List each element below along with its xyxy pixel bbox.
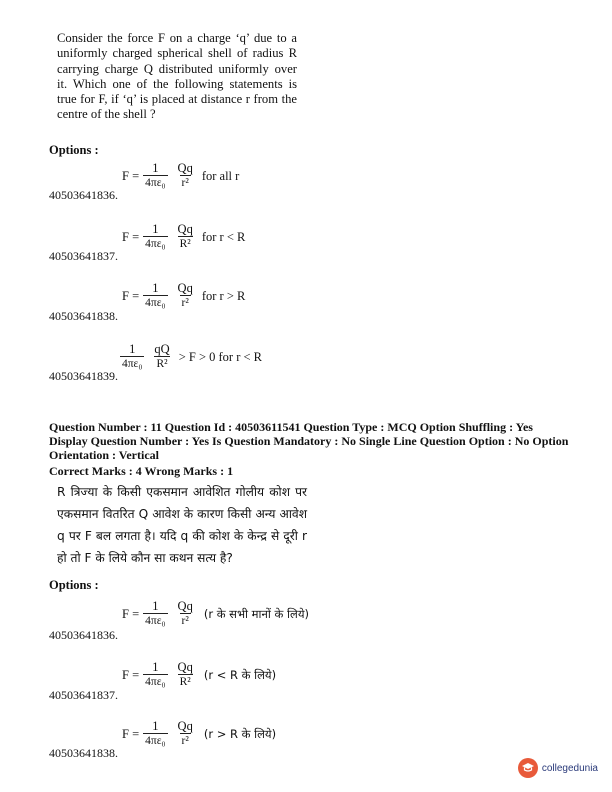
option-condition: (r < R के लिये) bbox=[203, 667, 277, 682]
fraction-denominator: R² bbox=[179, 238, 191, 250]
fraction-denominator: R² bbox=[179, 676, 191, 688]
formula-lhs: F = bbox=[122, 726, 140, 741]
logo-text: collegedunia bbox=[541, 762, 598, 774]
fraction-denominator: R² bbox=[156, 358, 168, 370]
option-formula bbox=[122, 162, 239, 190]
fraction-coefficient bbox=[120, 343, 144, 371]
fraction-charge bbox=[152, 343, 171, 371]
option-id: 40503641837. bbox=[49, 688, 118, 702]
fraction-denominator: 4πε₀ bbox=[145, 177, 166, 189]
option-formula bbox=[122, 600, 309, 628]
question-meta-line: Orientation : Vertical bbox=[49, 448, 159, 462]
fraction-denominator: r² bbox=[181, 615, 189, 627]
options-label-hindi: Options : bbox=[49, 578, 99, 592]
question-text-hindi: R त्रिज्या के किसी एकसमान आवेशित गोलीय कोश पर एकसमान वितरित Q आवेश के कारण किसी अन्य आवेश q पर F बल लगता है। यदि q की कोश के केन्द्र से दूरी r हो तो F के लिये कौन सा कथन सत्य है? bbox=[57, 485, 307, 565]
fraction-numerator: Qq bbox=[177, 222, 193, 236]
formula-lhs: F = bbox=[122, 667, 140, 682]
fraction-charge bbox=[176, 600, 195, 628]
option-condition: for all r bbox=[201, 168, 240, 183]
options-label: Options : bbox=[49, 143, 99, 157]
fraction-denominator: 4πε₀ bbox=[145, 735, 166, 747]
fraction-denominator: 4πε₀ bbox=[145, 297, 166, 309]
fraction-coefficient bbox=[143, 162, 167, 190]
fraction-denominator: r² bbox=[181, 735, 189, 747]
fraction-numerator: Qq bbox=[177, 161, 193, 175]
option-condition: for r < R bbox=[201, 229, 246, 244]
option-condition: (r के सभी मानों के लिये) bbox=[203, 606, 309, 621]
question-meta-line: Question Number : 11 Question Id : 40503611541 Question Type : MCQ Option Shuffling : Yes bbox=[49, 420, 533, 434]
option-formula bbox=[122, 661, 276, 689]
option-formula bbox=[116, 343, 262, 371]
formula-lhs: F = bbox=[122, 168, 140, 183]
fraction-numerator: qQ bbox=[154, 342, 170, 356]
formula-lhs: F = bbox=[122, 606, 140, 621]
graduate-cap-icon bbox=[518, 758, 538, 778]
option-condition: (r > R के लिये) bbox=[203, 726, 277, 741]
fraction-charge bbox=[176, 720, 195, 748]
option-id: 40503641837. bbox=[49, 249, 118, 263]
fraction-numerator: Qq bbox=[177, 281, 193, 295]
fraction-denominator: 4πε₀ bbox=[145, 238, 166, 250]
fraction-denominator: 4πε₀ bbox=[145, 676, 166, 688]
collegedunia-logo bbox=[518, 758, 598, 778]
fraction-charge bbox=[176, 223, 195, 251]
fraction-coefficient bbox=[143, 661, 167, 689]
option-condition: > F > 0 for r < R bbox=[178, 349, 262, 364]
option-condition: for r > R bbox=[201, 288, 246, 303]
option-formula bbox=[122, 720, 276, 748]
option-formula bbox=[122, 223, 245, 251]
option-id: 40503641838. bbox=[49, 746, 118, 760]
fraction-coefficient bbox=[143, 600, 167, 628]
formula-lhs: F = bbox=[122, 229, 140, 244]
fraction-numerator: 1 bbox=[152, 599, 159, 613]
fraction-denominator: 4πε₀ bbox=[145, 615, 166, 627]
fraction-denominator: 4πε₀ bbox=[122, 358, 143, 370]
fraction-numerator: Qq bbox=[177, 599, 193, 613]
option-id: 40503641838. bbox=[49, 309, 118, 323]
fraction-numerator: Qq bbox=[177, 719, 193, 733]
fraction-numerator: 1 bbox=[152, 281, 159, 295]
option-id: 40503641836. bbox=[49, 188, 118, 202]
option-id: 40503641836. bbox=[49, 628, 118, 642]
fraction-charge bbox=[176, 162, 195, 190]
formula-lhs: F = bbox=[122, 288, 140, 303]
fraction-numerator: 1 bbox=[152, 161, 159, 175]
marks-line: Correct Marks : 4 Wrong Marks : 1 bbox=[49, 464, 234, 478]
fraction-coefficient bbox=[143, 282, 167, 310]
fraction-numerator: 1 bbox=[152, 719, 159, 733]
fraction-numerator: 1 bbox=[152, 660, 159, 674]
option-formula bbox=[122, 282, 245, 310]
fraction-coefficient bbox=[143, 720, 167, 748]
fraction-denominator: r² bbox=[181, 177, 189, 189]
fraction-denominator: r² bbox=[181, 297, 189, 309]
question-text-english: Consider the force F on a charge ‘q’ due to a uniformly charged spherical shell of radius R carrying charge Q distributed uniformly over it. Which one of the following statements is true for F, if ‘q’ is placed at distance r from the centre of the shell ? bbox=[57, 31, 297, 122]
fraction-numerator: 1 bbox=[129, 342, 136, 356]
fraction-numerator: 1 bbox=[152, 222, 159, 236]
question-meta-line: Display Question Number : Yes Is Question Mandatory : No Single Line Question Option : No Option bbox=[49, 434, 569, 448]
option-id: 40503641839. bbox=[49, 369, 118, 383]
fraction-numerator: Qq bbox=[177, 660, 193, 674]
fraction-charge bbox=[176, 661, 195, 689]
fraction-coefficient bbox=[143, 223, 167, 251]
fraction-charge bbox=[176, 282, 195, 310]
